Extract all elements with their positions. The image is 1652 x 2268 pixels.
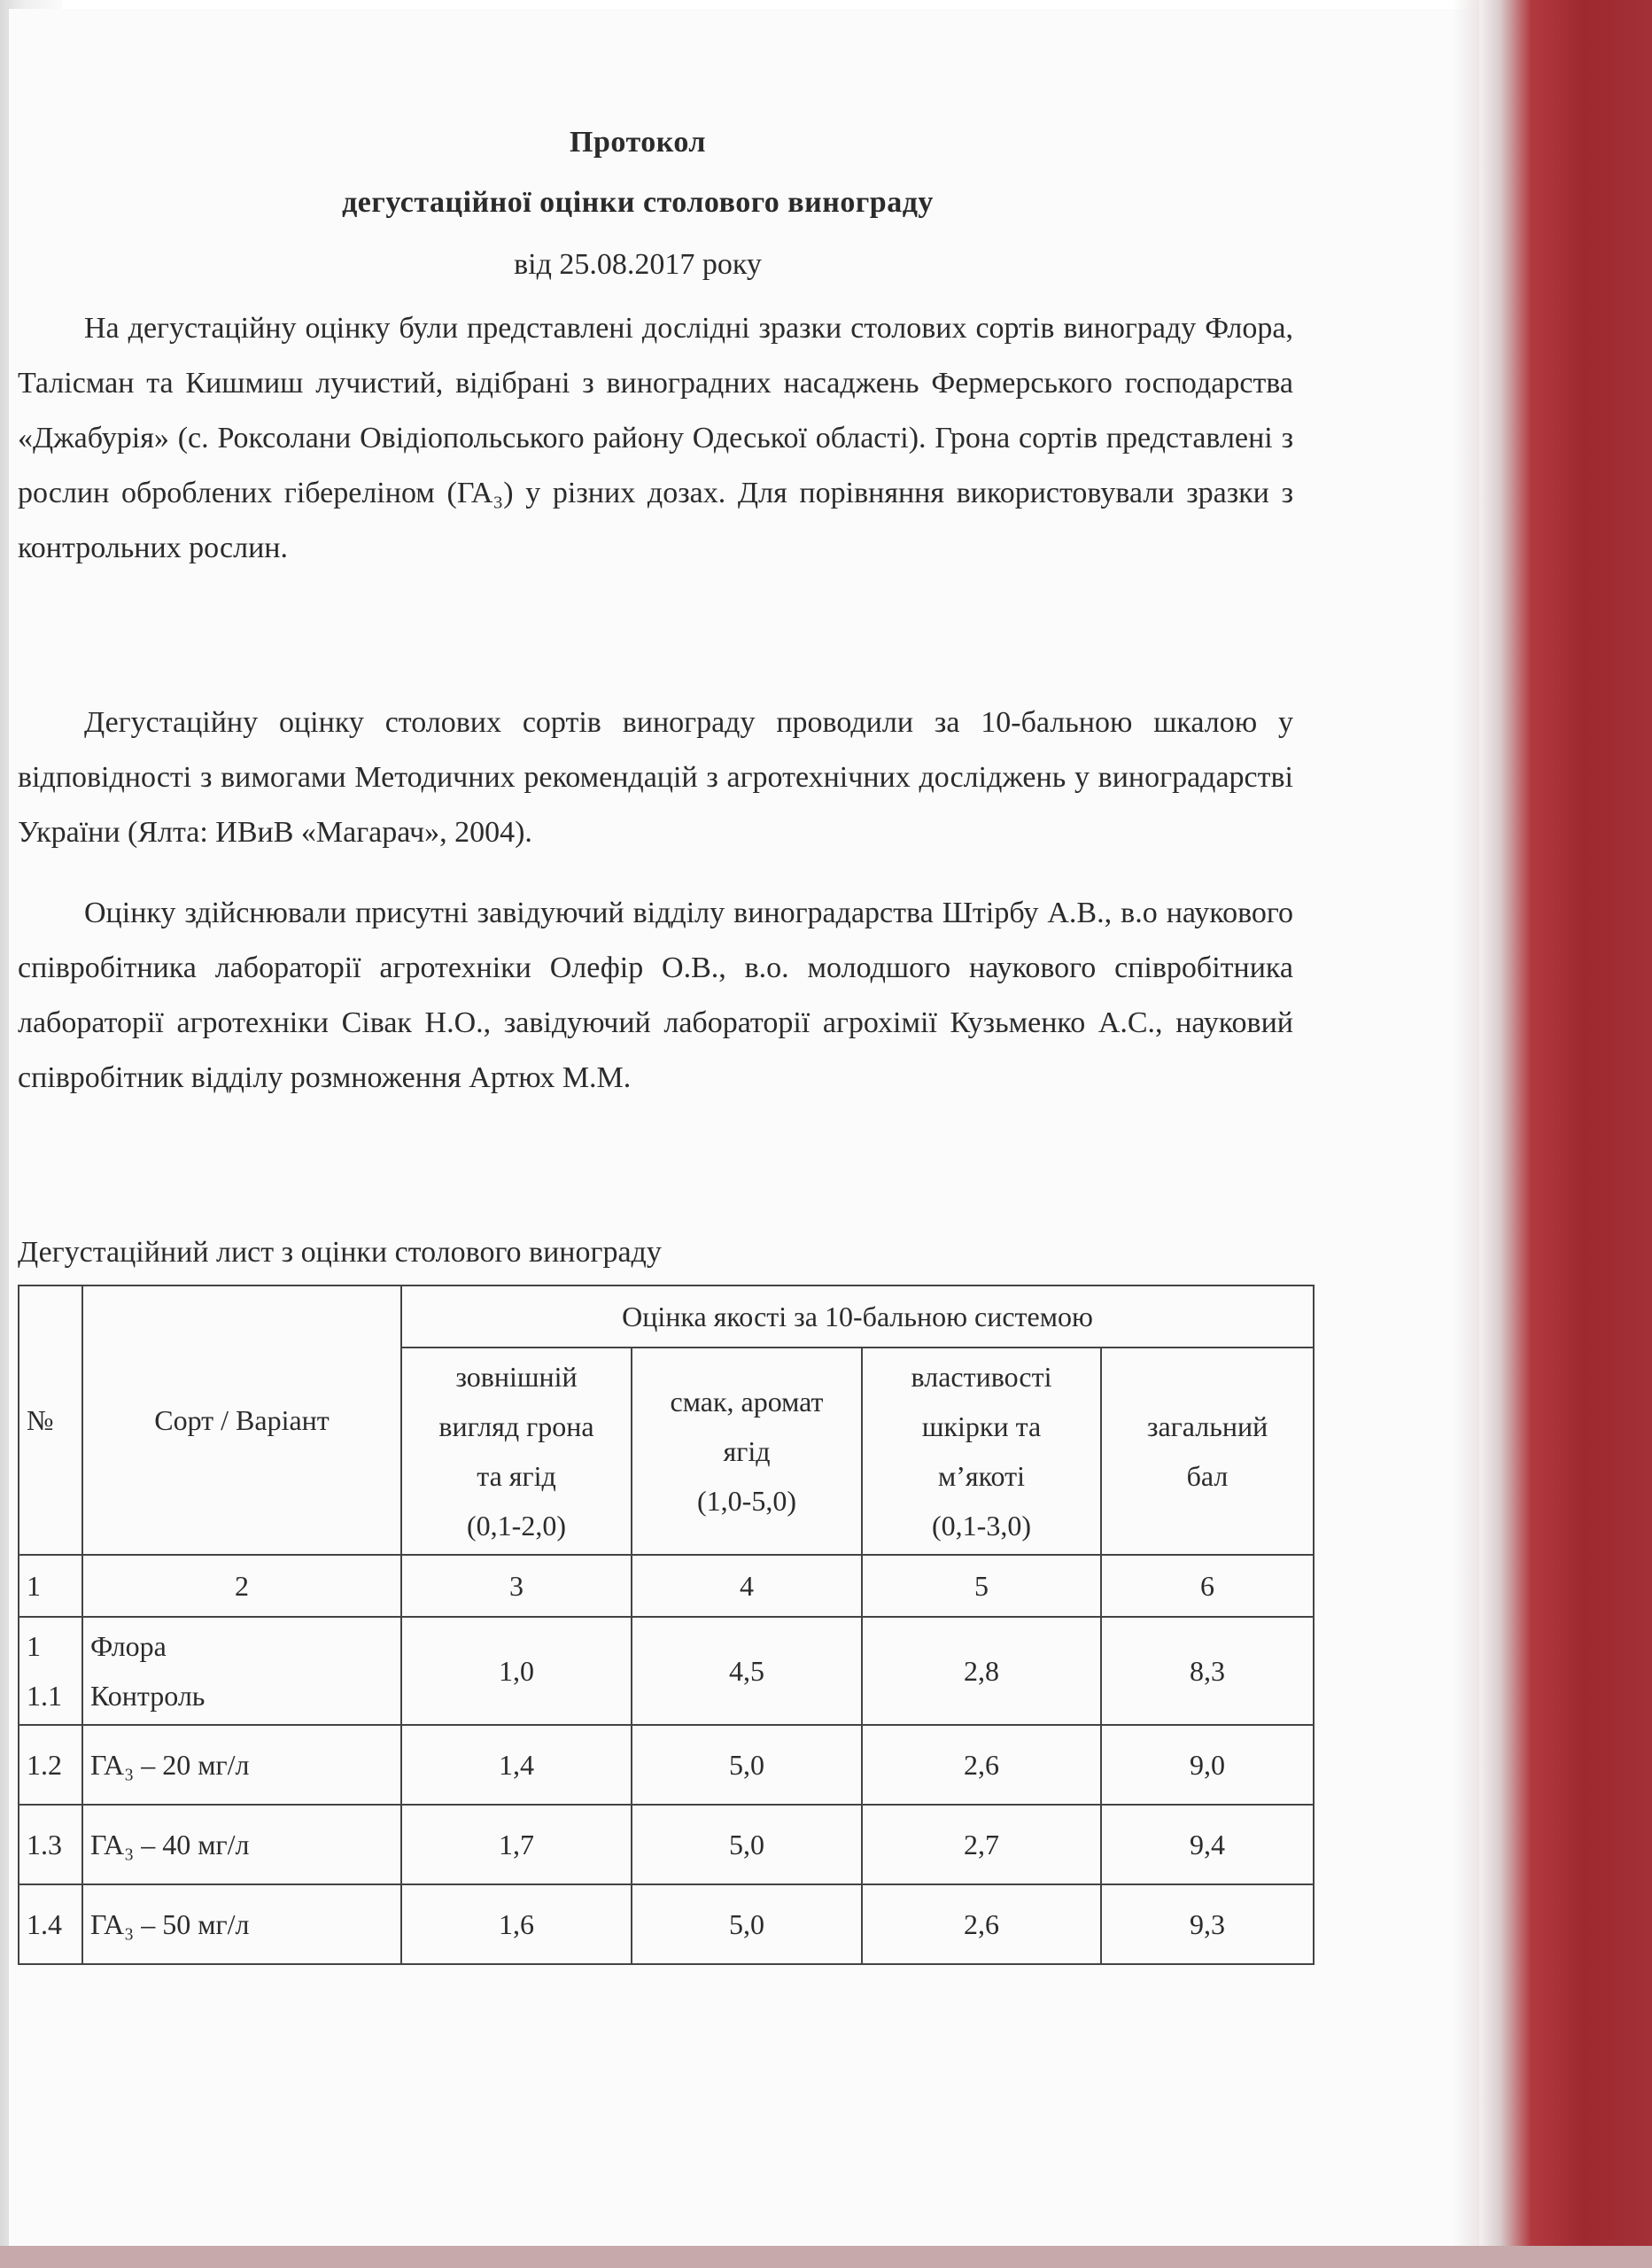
column-number: 3 [401, 1555, 632, 1617]
header-total [1101, 1348, 1314, 1555]
row-variant: ГА₃ – 50 мг/л [82, 1884, 401, 1964]
bottom-cover-edge [0, 2246, 1652, 2268]
column-number: 2 [82, 1555, 401, 1617]
header-taste-line: ягід [723, 1435, 771, 1467]
row-number: 1.4 [19, 1884, 82, 1964]
header-taste-line: смак, аромат [670, 1386, 824, 1418]
row-appearance: 1,4 [401, 1725, 632, 1805]
header-sort: Сорт / Варіант [82, 1285, 401, 1555]
column-number: 4 [632, 1555, 862, 1617]
paragraph-commission: Оцінку здійснювали присутні завідуючий відділу виноградарства Штірбу А.В., в.о наукового співробітника лабораторії агротехніки Олефір О.В., в.о. молодшого наукового співробітника лабораторії агротехніки Сівак Н.О., завідуючий лабораторії агрохімії Кузьменко А.С., науковий співробітник відділу розмноження Артюх М.М. [18, 897, 1293, 1094]
row-number: 1.3 [19, 1805, 82, 1884]
row-appearance: 1,0 [401, 1617, 632, 1725]
table-caption: Дегустаційний лист з оцінки столового винограду [18, 1236, 662, 1269]
row-appearance: 1,7 [401, 1805, 632, 1884]
row-skin: 2,7 [862, 1805, 1101, 1884]
header-skin-range: (0,1-3,0) [932, 1510, 1031, 1542]
header-taste [632, 1348, 862, 1555]
row-skin: 2,6 [862, 1884, 1101, 1964]
column-number: 6 [1101, 1555, 1314, 1617]
header-appearance [401, 1348, 632, 1555]
document-title: Протокол [570, 126, 706, 159]
header-appearance-line: зовнішній [455, 1361, 578, 1393]
row-skin: 2,6 [862, 1725, 1101, 1805]
header-quality-group: Оцінка якості за 10-бальною системою [401, 1285, 1314, 1348]
table-row [19, 1617, 1314, 1725]
column-number-row [19, 1555, 1314, 1617]
row-variant: ГА₃ – 40 мг/л [82, 1805, 401, 1884]
column-number: 1 [19, 1555, 82, 1617]
header-appearance-line: вигляд грона [438, 1410, 594, 1442]
row-taste: 4,5 [632, 1617, 862, 1725]
row-total: 9,0 [1101, 1725, 1314, 1805]
row-number-cell [19, 1617, 82, 1725]
table-row [19, 1725, 1314, 1805]
row-total: 9,4 [1101, 1805, 1314, 1884]
header-total-line: загальний [1146, 1410, 1268, 1442]
header-skin [862, 1348, 1101, 1555]
table-row [19, 1884, 1314, 1964]
document-subtitle: дегустаційної оцінки столового винограду [342, 186, 934, 219]
row-number: 1.2 [19, 1725, 82, 1805]
header-total-line: бал [1186, 1460, 1229, 1492]
tasting-table [18, 1285, 1315, 1965]
row-total: 8,3 [1101, 1617, 1314, 1725]
row-taste: 5,0 [632, 1725, 862, 1805]
header-skin-line: шкірки та [921, 1410, 1042, 1442]
row-total: 9,3 [1101, 1884, 1314, 1964]
book-cover-edge [1479, 0, 1652, 2268]
row-number: 1.1 [27, 1680, 62, 1712]
paragraph-method: Дегустаційну оцінку столових сортів винограду проводили за 10-бальною шкалою у відповідності з вимогами Методичних рекомендацій з агротехнічних досліджень у виноградарстві України (Ялта: ИВиВ «Магарач», 2004). [18, 706, 1293, 849]
header-appearance-line: та ягід [477, 1460, 556, 1492]
header-taste-range: (1,0-5,0) [697, 1485, 796, 1517]
document-date: від 25.08.2017 року [514, 248, 762, 281]
row-skin: 2,8 [862, 1617, 1101, 1725]
table-header-row [19, 1285, 1314, 1348]
column-number: 5 [862, 1555, 1101, 1617]
row-appearance: 1,6 [401, 1884, 632, 1964]
row-sort: Флора [90, 1630, 167, 1662]
header-skin-line: м’якоті [938, 1460, 1025, 1492]
row-taste: 5,0 [632, 1805, 862, 1884]
table-row [19, 1805, 1314, 1884]
row-taste: 5,0 [632, 1884, 862, 1964]
header-skin-line: властивості [911, 1361, 1052, 1393]
paragraph-samples: На дегустаційну оцінку були представлені дослідні зразки столових сортів винограду Флора, Талісман та Кишмиш лучистий, відібрані з виноградних насаджень Фермерського господарства «Джабурія» (с. Роксолани Овідіопольського району Одеської області). Грона сортів представлені з рослин оброблених гібереліном (ГА₃) у різних дозах. Для порівняння використовували зразки з контрольних рослин. [18, 312, 1293, 564]
row-variant: ГА₃ – 20 мг/л [82, 1725, 401, 1805]
row-number: 1 [27, 1630, 41, 1662]
row-variant: Контроль [90, 1680, 206, 1712]
row-sort-cell [82, 1617, 401, 1725]
header-number: № [19, 1285, 82, 1555]
header-appearance-range: (0,1-2,0) [467, 1510, 566, 1542]
